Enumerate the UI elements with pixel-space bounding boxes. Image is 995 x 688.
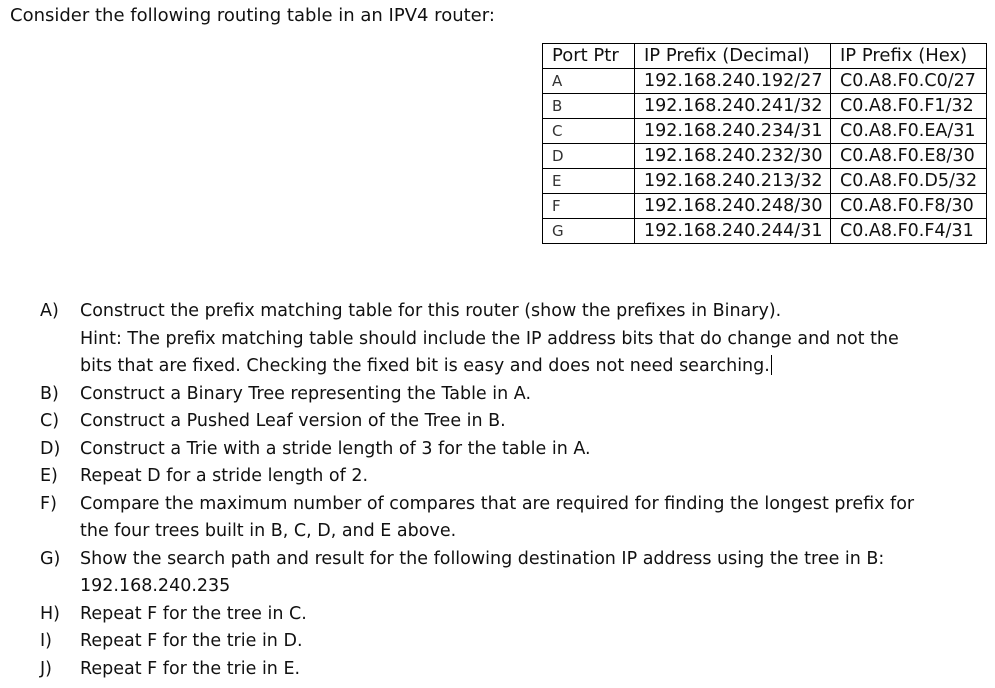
port-cell: C	[543, 119, 635, 144]
question-marker: D)	[40, 438, 61, 459]
destination-ip-address: 192.168.240.235	[80, 576, 231, 596]
port-cell: D	[543, 144, 635, 169]
question-text: Construct a Binary Tree representing the Table in A.	[80, 383, 532, 404]
hex-prefix-cell: C0.A8.F0.C0/27	[831, 69, 987, 94]
decimal-prefix-cell: 192.168.240.213/32	[635, 169, 831, 194]
question-item-j	[40, 656, 940, 684]
decimal-prefix-cell: 192.168.240.192/27	[635, 69, 831, 94]
hex-prefix-cell: C0.A8.F0.EA/31	[831, 119, 987, 144]
hex-prefix-cell: C0.A8.F0.F4/31	[831, 219, 987, 244]
table-row	[543, 219, 987, 244]
port-cell: F	[543, 194, 635, 219]
question-item-d	[40, 436, 940, 464]
header-ip-prefix-decimal: IP Prefix (Decimal)	[635, 44, 831, 69]
decimal-prefix-cell: 192.168.240.248/30	[635, 194, 831, 219]
question-item-a	[40, 298, 940, 381]
question-marker: F)	[40, 493, 57, 514]
port-cell: G	[543, 219, 635, 244]
table-header-row	[543, 44, 987, 69]
table-row	[543, 69, 987, 94]
question-text: Repeat F for the trie in D.	[80, 631, 303, 651]
port-cell: A	[543, 69, 635, 94]
routing-table	[542, 43, 987, 244]
question-marker: B)	[40, 383, 59, 404]
table-row	[543, 119, 987, 144]
question-text: Compare the maximum number of compares that are required for finding the longest prefix for	[80, 493, 915, 514]
question-text: Construct the prefix matching table for this router (show the prefixes in Binary).	[80, 301, 782, 321]
question-item-b	[40, 381, 940, 409]
question-text: Repeat F for the trie in E.	[80, 658, 301, 679]
question-marker: A)	[40, 301, 59, 321]
table-row	[543, 169, 987, 194]
question-marker: H)	[40, 603, 60, 624]
question-text-continued: the four trees built in B, C, D, and E above.	[80, 521, 457, 541]
question-text: Show the search path and result for the following destination IP address using the tree in B:	[80, 548, 885, 569]
table-row	[543, 94, 987, 119]
question-text: Repeat D for a stride length of 2.	[80, 466, 369, 486]
header-port-ptr: Port Ptr	[543, 44, 635, 69]
table-row	[543, 144, 987, 169]
question-item-i	[40, 628, 940, 656]
question-marker: G)	[40, 548, 61, 569]
hex-prefix-cell: C0.A8.F0.E8/30	[831, 144, 987, 169]
port-cell: B	[543, 94, 635, 119]
question-hint-text: Hint: The prefix matching table should include the IP address bits that do change and not the	[80, 328, 899, 349]
question-text: Construct a Pushed Leaf version of the Tree in B.	[80, 411, 506, 431]
question-hint-text-end: bits that are fixed. Checking the fixed bit is easy and does not need searching.	[80, 356, 770, 376]
question-list	[40, 298, 940, 683]
hex-prefix-cell: C0.A8.F0.D5/32	[831, 169, 987, 194]
question-text: Repeat F for the tree in C.	[80, 603, 307, 624]
table-row	[543, 194, 987, 219]
port-cell: E	[543, 169, 635, 194]
question-hint-text-line	[80, 353, 940, 381]
header-ip-prefix-hex: IP Prefix (Hex)	[831, 44, 987, 69]
question-marker: I)	[40, 631, 52, 651]
question-item-f	[40, 491, 940, 546]
intro-text: Consider the following routing table in an IPV4 router:	[10, 5, 495, 26]
question-marker: J)	[40, 658, 52, 679]
question-marker: E)	[40, 466, 58, 486]
question-item-e	[40, 463, 940, 491]
hex-prefix-cell: C0.A8.F0.F8/30	[831, 194, 987, 219]
question-item-h	[40, 601, 940, 629]
question-marker: C)	[40, 411, 60, 431]
decimal-prefix-cell: 192.168.240.241/32	[635, 94, 831, 119]
question-item-g	[40, 546, 940, 601]
question-item-c	[40, 408, 940, 436]
question-text: Construct a Trie with a stride length of 3 for the table in A.	[80, 438, 591, 459]
decimal-prefix-cell: 192.168.240.232/30	[635, 144, 831, 169]
text-cursor	[771, 355, 772, 375]
decimal-prefix-cell: 192.168.240.234/31	[635, 119, 831, 144]
decimal-prefix-cell: 192.168.240.244/31	[635, 219, 831, 244]
hex-prefix-cell: C0.A8.F0.F1/32	[831, 94, 987, 119]
